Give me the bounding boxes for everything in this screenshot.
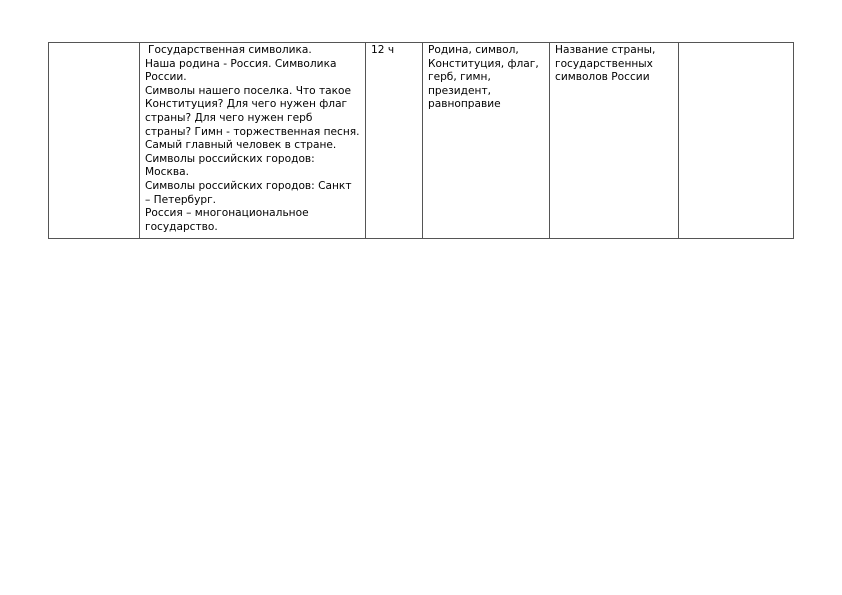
notes-cell xyxy=(679,43,794,239)
topic-line: Наша родина - Россия. Символика России. xyxy=(145,57,337,84)
hours-text: 12 ч xyxy=(371,44,395,56)
concepts-cell xyxy=(423,43,550,239)
topic-cell xyxy=(140,43,366,239)
outcomes-cell xyxy=(550,43,679,239)
concepts-text: Родина, символ, Конституция, флаг, герб, гимн, президент, равноправие xyxy=(428,44,539,111)
table-row xyxy=(49,43,794,239)
topic-line: Символы нашего поселка. Что такое Конституция? Для чего нужен флаг страны? Для чего нужен герб страны? Гимн - торжественная песня. Самый главный человек в стране. Символы российских городов: Москва. xyxy=(145,84,360,179)
lesson-plan-table xyxy=(48,42,794,239)
hours-cell xyxy=(366,43,423,239)
lesson-number-cell xyxy=(49,43,140,239)
topic-line: Символы российских городов: Санкт – Петербург. xyxy=(145,179,352,206)
outcomes-text: Название страны, государственных символов России xyxy=(555,44,656,84)
topic-lines xyxy=(145,44,360,234)
topic-line: Россия – многонациональное государство. xyxy=(145,207,309,233)
topic-line: Государственная символика. xyxy=(148,44,312,56)
